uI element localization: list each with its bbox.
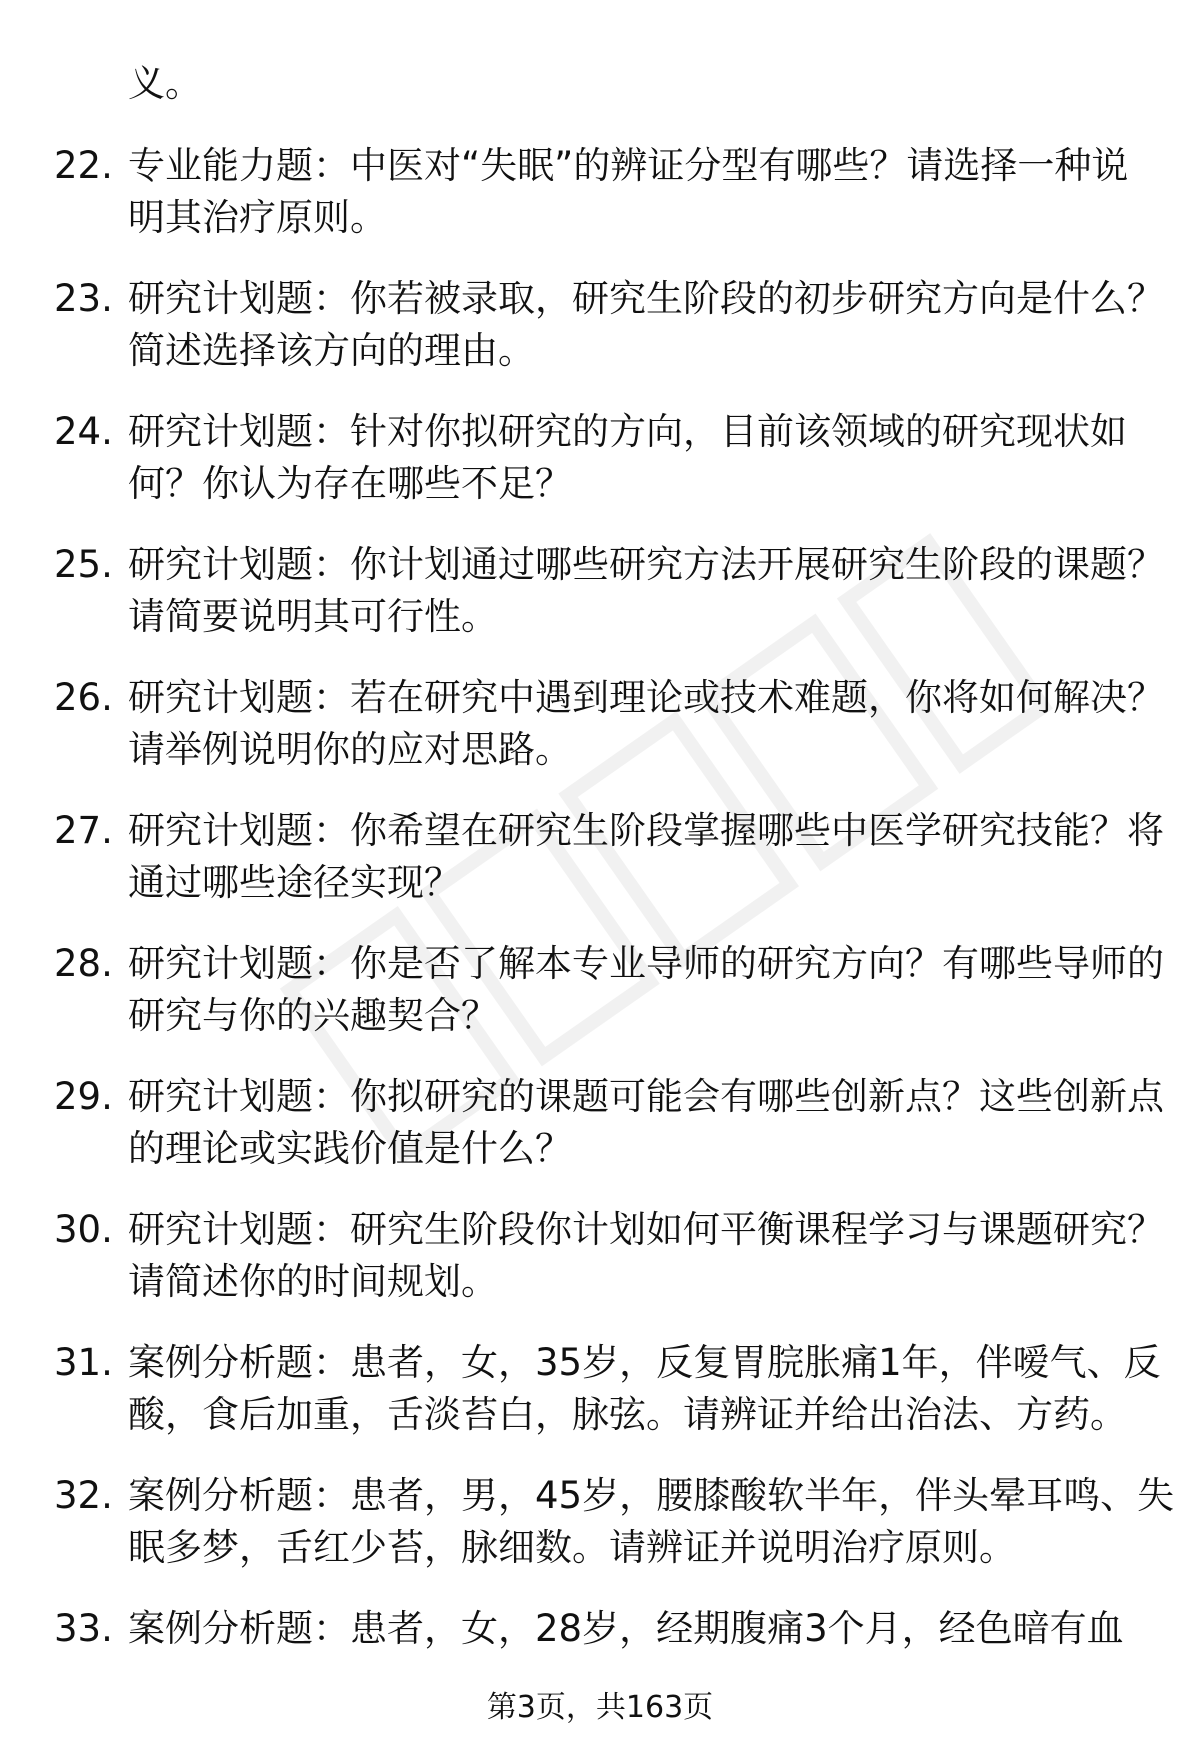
question-number: 25. xyxy=(54,543,113,586)
question-item xyxy=(0,406,1200,539)
question-number: 22. xyxy=(54,144,113,187)
question-line: 研究计划题：研究生阶段你计划如何平衡课程学习与课题研究？ xyxy=(128,1208,1164,1251)
question-line: 请简要说明其可行性。 xyxy=(128,595,498,638)
question-text xyxy=(128,805,1164,909)
question-line: 通过哪些途径实现？ xyxy=(128,861,461,904)
question-line: 研究计划题：若在研究中遇到理论或技术难题，你将如何解决？ xyxy=(128,676,1164,719)
question-text xyxy=(128,273,1164,377)
question-number: 33. xyxy=(54,1607,113,1650)
question-number: 32. xyxy=(54,1474,113,1517)
question-line: 案例分析题：患者，女，28岁，经期腹痛3个月，经色暗有血 xyxy=(128,1607,1124,1650)
continuation-text: 义。 xyxy=(128,62,202,105)
question-item xyxy=(0,1204,1200,1337)
question-item xyxy=(0,805,1200,938)
question-line: 请举例说明你的应对思路。 xyxy=(128,728,572,771)
question-number: 31. xyxy=(54,1341,113,1384)
question-item xyxy=(0,1071,1200,1204)
question-item xyxy=(0,938,1200,1071)
question-line: 研究计划题：你希望在研究生阶段掌握哪些中医学研究技能？将 xyxy=(128,809,1164,852)
question-text xyxy=(128,672,1164,776)
question-line: 案例分析题：患者，女，35岁，反复胃脘胀痛1年，伴嗳气、反 xyxy=(128,1341,1161,1384)
question-item xyxy=(0,672,1200,805)
question-item xyxy=(0,539,1200,672)
question-line: 的理论或实践价值是什么？ xyxy=(128,1127,572,1170)
question-text xyxy=(128,539,1164,643)
question-line: 明其治疗原则。 xyxy=(128,196,387,239)
question-number: 29. xyxy=(54,1075,113,1118)
question-item xyxy=(0,1337,1200,1470)
question-item xyxy=(0,140,1200,273)
question-number: 26. xyxy=(54,676,113,719)
question-line: 酸，食后加重，舌淡苔白，脉弦。请辨证并给出治法、方药。 xyxy=(128,1393,1127,1436)
question-number: 27. xyxy=(54,809,113,852)
question-number: 30. xyxy=(54,1208,113,1251)
question-text xyxy=(128,1204,1164,1308)
question-item xyxy=(0,1470,1200,1603)
question-line: 眠多梦，舌红少苔，脉细数。请辨证并说明治疗原则。 xyxy=(128,1526,1016,1569)
question-text xyxy=(128,1470,1175,1574)
question-line: 研究计划题：你计划通过哪些研究方法开展研究生阶段的课题？ xyxy=(128,543,1164,586)
question-text xyxy=(128,938,1164,1042)
question-text xyxy=(128,1337,1161,1441)
question-line: 何？你认为存在哪些不足？ xyxy=(128,462,572,505)
question-text xyxy=(128,406,1148,510)
question-line: 案例分析题：患者，男，45岁，腰膝酸软半年，伴头晕耳鸣、失 xyxy=(128,1474,1175,1517)
question-number: 28. xyxy=(54,942,113,985)
question-text xyxy=(128,1603,1148,1655)
question-line: 专业能力题：中医对“失眠”的辨证分型有哪些？请选择一种说 xyxy=(128,144,1129,187)
question-line: 简述选择该方向的理由。 xyxy=(128,329,535,372)
question-item xyxy=(0,273,1200,406)
question-text xyxy=(128,140,1148,244)
question-text xyxy=(128,1071,1164,1175)
question-line: 请简述你的时间规划。 xyxy=(128,1260,498,1303)
question-line: 研究计划题：你若被录取，研究生阶段的初步研究方向是什么？ xyxy=(128,277,1164,320)
question-list xyxy=(0,140,1200,1736)
question-number: 23. xyxy=(54,277,113,320)
question-line: 研究与你的兴趣契合？ xyxy=(128,994,498,1037)
question-number: 24. xyxy=(54,410,113,453)
question-line: 研究计划题：针对你拟研究的方向，目前该领域的研究现状如 xyxy=(128,410,1127,453)
question-line: 研究计划题：你拟研究的课题可能会有哪些创新点？这些创新点 xyxy=(128,1075,1164,1118)
page-number: 第3页，共163页 xyxy=(486,1690,714,1725)
question-line: 研究计划题：你是否了解本专业导师的研究方向？有哪些导师的 xyxy=(128,942,1164,985)
